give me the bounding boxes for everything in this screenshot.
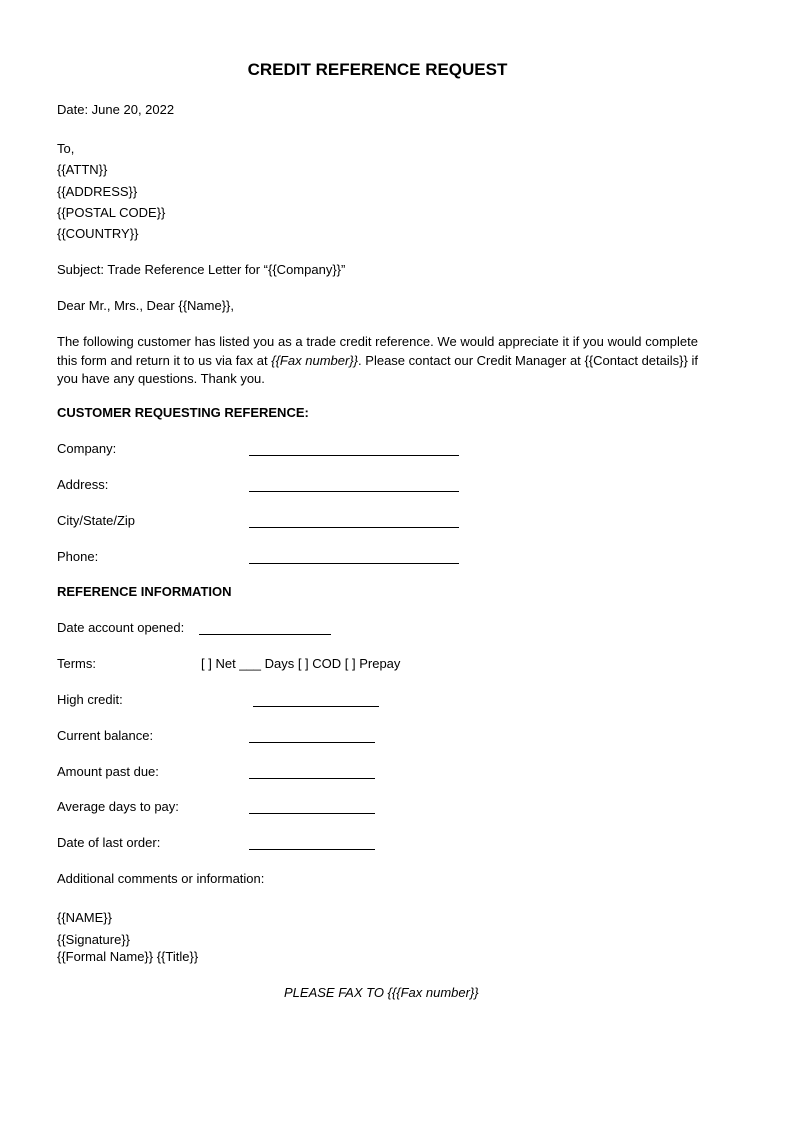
customer-section-heading: CUSTOMER REQUESTING REFERENCE: xyxy=(57,405,309,420)
body-text-part1: The following customer has listed you as a trade credit reference. We would appreciate it if you would complete this form and return it to us via fax at xyxy=(57,334,698,368)
average-days-to-pay-label: Average days to pay: xyxy=(57,799,179,814)
city-state-zip-field-line[interactable] xyxy=(249,527,459,528)
phone-field-line[interactable] xyxy=(249,563,459,564)
recipient-postal-code: {{POSTAL CODE}} xyxy=(57,205,166,220)
closing-name: {{NAME}} xyxy=(57,910,112,925)
current-balance-label: Current balance: xyxy=(57,728,154,743)
amount-past-due-label: Amount past due: xyxy=(57,764,159,779)
current-balance-field-line[interactable] xyxy=(249,742,375,743)
amount-past-due-field-line[interactable] xyxy=(249,778,375,779)
recipient-to: To, xyxy=(57,141,75,156)
document-title: CREDIT REFERENCE REQUEST xyxy=(247,60,508,79)
high-credit-label: High credit: xyxy=(57,692,123,707)
terms-options[interactable]: [ ] Net ___ Days [ ] COD [ ] Prepay xyxy=(201,656,401,671)
recipient-attn: {{ATTN}} xyxy=(57,162,108,177)
date-account-opened-label: Date account opened: xyxy=(57,620,185,635)
reference-section-heading: REFERENCE INFORMATION xyxy=(57,584,232,599)
company-field-line[interactable] xyxy=(249,455,459,456)
subject-line: Subject: Trade Reference Letter for “{{Company}}” xyxy=(57,262,346,277)
footer-fax-instruction: PLEASE FAX TO {{{Fax number}} xyxy=(284,985,479,1000)
fax-number-placeholder: {{Fax number}} xyxy=(271,352,359,368)
closing-signature: {{Signature}} xyxy=(57,932,131,947)
average-days-to-pay-field-line[interactable] xyxy=(249,813,375,814)
closing-formal-name-title: {{Formal Name}} {{Title}} xyxy=(57,949,199,964)
recipient-country: {{COUNTRY}} xyxy=(57,226,139,241)
salutation: Dear Mr., Mrs., Dear {{Name}}, xyxy=(57,298,235,313)
date-of-last-order-label: Date of last order: xyxy=(57,835,161,850)
city-state-zip-label: City/State/Zip xyxy=(57,513,136,528)
additional-comments-label: Additional comments or information: xyxy=(57,871,265,886)
address-label: Address: xyxy=(57,477,109,492)
phone-label: Phone: xyxy=(57,549,99,564)
recipient-address: {{ADDRESS}} xyxy=(57,184,138,199)
company-label: Company: xyxy=(57,441,117,456)
high-credit-field-line[interactable] xyxy=(253,706,379,707)
date-line: Date: June 20, 2022 xyxy=(57,102,175,117)
date-account-opened-field-line[interactable] xyxy=(199,634,331,635)
date-of-last-order-field-line[interactable] xyxy=(249,849,375,850)
terms-label: Terms: xyxy=(57,656,96,671)
body-text-part2: . Please contact our Credit Manager at {{Contact details}} if you have any questions. Thank you. xyxy=(57,352,698,386)
body-paragraph xyxy=(57,333,698,389)
address-field-line[interactable] xyxy=(249,491,459,492)
